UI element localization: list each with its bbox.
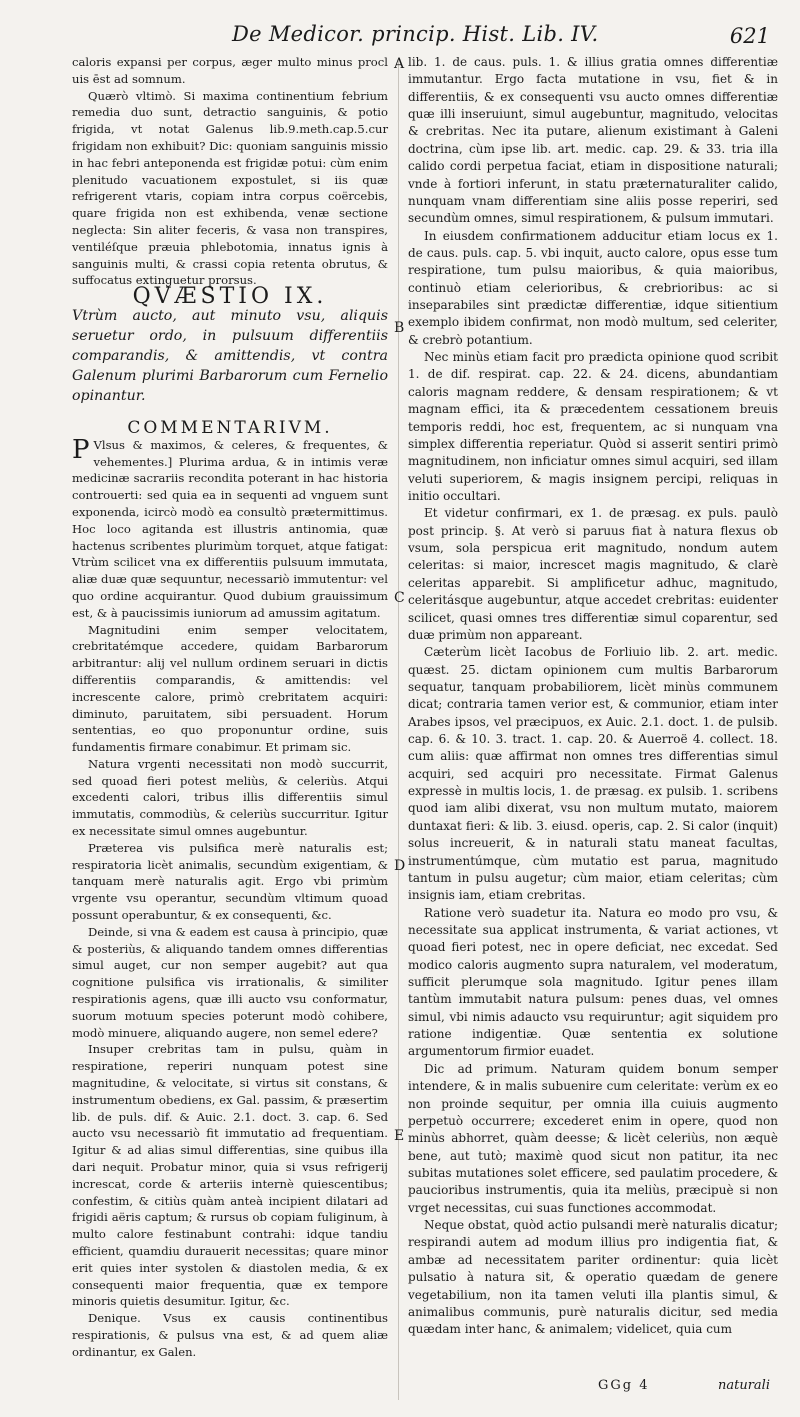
catchword: naturali bbox=[718, 1378, 770, 1393]
quaestio-heading: QVÆSTIO IX. bbox=[132, 284, 328, 310]
paragraph: Insuper crebritas tam in pulsu, quàm in respiratione, reperiri nunquam potest sine magnitudine, & velocitate, si virtus sit constans, & instrumentum obediens, ex Gal. passim, & præsertim lib. de puls. dif. & Auic. 2.1. doct. 3. cap. 6. Sed aucto vsu necessariò fit immutatio ad frequentiam. Igitur & ad alias simul differentias, sine quibus illa dari nequit. Probatur minor, quia si vsus refrigerij increscat, corde & arteriis internè quiescentibus; confestim, & citiùs quàm anteà incipient dilatari ad frigidi aëris captum; & rursus ob copiam fuliginum, à multo calore festinabunt contrahi: idque tandiu efficient, quamdiu durauerit necessitas; quare minor erit quies inter systolen & diastolen media, & ex consequenti maior frequentia, quæ ex tempore minoris quietis desumitur. Igitur, &c. bbox=[72, 1042, 388, 1309]
paragraph: In eiusdem confirmationem adducitur etiam locus ex 1. de caus. puls. cap. 5. vbi inquit, aucto calore, opus esse tum respiratione, tum pulsu maioribus, & quia maioribus, continuò etiam celerioribus, & crebrioribus: ac si inseparabiles sint prædictæ differentiæ, idque sitientium exemplo ibidem confirmat, non modò multum, sed celeriter, & crebrò potantium. bbox=[408, 228, 778, 347]
paragraph: Neque obstat, quòd actio pulsandi merè naturalis dicatur; respirandi autem ad modum illius pro indigentia fiat, & ambæ ad necessitatem pariter ordinentur: quia licèt pulsatio à natura sit, & operatio quædam de genere vegetabilium, non ita tamen veluti illa plantis simul, & animalibus communis, purè naturalis dicitur, sed media quædam inter hanc, & animalem; videlicet, quia cum bbox=[408, 1218, 778, 1337]
paragraph: caloris expansi per corpus, æger multo minus procl uis ēst ad somnum. bbox=[72, 55, 388, 86]
paragraph: Et videtur confirmari, ex 1. de præsag. ex puls. paulò post princip. §. At verò si paruus fiat à natura flexus ob vsum, sola perspicua erit magnitudo, nondum autem celeritas: si maior, increscet magis magnitudo, & clarè celeritas apparebit. Si amplificetur adhuc, magnitudo, celeritásque augebuntur, atque accedet crebritas: euidenter scilicet, quasi omnes tres differentiæ simul coparentur, sed duæ primùm non appareant. bbox=[408, 506, 778, 642]
margin-letter-b: B bbox=[394, 320, 405, 336]
page-number: 621 bbox=[729, 24, 770, 48]
paragraph-text: Vlsus & maximos, & celeres, & frequentes, & vehementes.] Plurima ardua, & in intimis veræ medicinæ sacrariis recondita poterant in hac historia controuerti: sed quia ea in sequenti ad vnguem sunt exponenda, icircò modò ea consultò prætermittimus. Hoc loco agitanda est illustris antinomia, quæ hactenus scribentes plurimùm torquet, atque fatigat: Vtrùm scilicet vna ex differentiis pulsuum immutata, aliæ duæ quæ sequuntur, necessariò immutentur: vel quo ordine acquirantur. Quod dubium grauissimum est, & à paucissimis iuniorum ad amussim agitatum. bbox=[72, 437, 388, 620]
margin-letter-a: A bbox=[394, 56, 405, 72]
left-column bbox=[72, 54, 388, 1361]
paragraph: Denique. Vsus ex causis continentibus respirationis, & pulsus vna est, & ad quem aliæ ordinantur, ex Galen. bbox=[72, 1311, 388, 1359]
paragraph: lib. 1. de caus. puls. 1. & illius gratia omnes differentiæ immutantur. Ergo facta mutatione in vsu, fiet & in differentiis, & ex consequenti vsu aucto omnes differentiæ quæ illi inseruiunt, simul augebuntur, magnitudo, velocitas & crebritas. Nec ita putare, alienum existimant à Galeni doctrina, cùm ipse lib. art. medic. cap. 29. & 33. tria illa calido cordi perpetua faciat, etiam in dispositione naturali; vnde à fortiori inferunt, in statu præternaturaliter calido, nunquam vnam differentiam sine aliis posse reperiri, sed secundùm omnes, simul respirationem, & pulsum immutari. bbox=[408, 55, 778, 226]
paragraph: Dic ad primum. Naturam quidem bonum semper intendere, & in malis subuenire cum celeritate: verùm ex eo non proinde sequitur, per omnia illa cuiuis augmento perpetuò occurrere; excederet enim in opere, quod non minùs abhorret, quàm deesse; & licèt celeriùs, non æquè bene, aut tutò; maximè quod sicut non patitur, ita nec subitas mutationes solet efficere, sed paulatim procedere, & paucioribus instrumentis, quia ita meliùs, præcipuè si non vrget necessitas, cui suas functiones accommodat. bbox=[408, 1061, 778, 1215]
paragraph: Ratione verò suadetur ita. Natura eo modo pro vsu, & necessitate sua applicat instrumenta, & variat actiones, vt quoad fieri potest, nec in opere deficiat, nec excedat. Sed modico caloris augmento supra naturalem, vel moderatum, sufficit plerumque sola magnitudo. Igitur penes illam tantùm immutabit natura pulsum: penes duas, vel omnes simul, vbi nimis adaucto vsu requiruntur; agit siquidem pro ratione indigentiæ. Quæ sententia ex solutione argumentorum firmior euadet. bbox=[408, 905, 778, 1059]
margin-letter-c: C bbox=[394, 590, 405, 606]
right-column bbox=[408, 54, 778, 1339]
paragraph: Nec minùs etiam facit pro prædicta opinione quod scribit 1. de dif. respirat. cap. 22. & 24. dicens, abundantiam caloris magnam reddere, & densam respirationem; & vt magnam effici, ita & præcedentem cessationem breuis temporis reddi, hoc est, frequentem, ac si nunquam vna simplex differentia reperiatur. Quòd si asserit sentiri primò magnitudinem, non inficiatur omnes simul acquiri, sed illam veluti superiorem, & magis insignem percipi, reliquas in initio occultari. bbox=[408, 350, 778, 503]
paragraph: Deinde, si vna & eadem est causa à principio, quæ & posteriùs, & aliquando tandem omnes differentias simul auget, cur non semper augebit? aut qua cognitione pulsifica vis irrationalis, & similiter respirationis agens, quæ illi aucto vsu conformatur, suorum motuum species poterunt modò cohibere, modò minuere, aliquando augere, non semel edere? bbox=[72, 924, 388, 1040]
paragraph: Quærò vltimò. Si maxima continentium febrium remedia duo sunt, detractio sanguinis, & potio frigida, vt notat Galenus lib.9.meth.cap.5.cur frigidam non exhibuit? Dic: quoniam sanguinis missio in hac febri anteponenda est frigidæ potui: cùm enim plenitudo vacuationem expostulet, si iis quæ refrigerent vtaris, copiam intra corpus coërcebis, quare frigida non est exhibenda, venæ sectione neglecta: Sin aliter feceris, & vasa non transpires, ventiléſque præuia phlebotomia, innatus ignis à sanguinis multi, & crassi copia retenta obrutus, & suffocatus extinguetur prorsus. bbox=[72, 88, 388, 288]
drop-cap: P bbox=[72, 434, 90, 465]
question-text: Vtrùm aucto, aut minuto vsu, aliquis seruetur ordo, in pulsuum differentiis comparandis, & amittendis, vt contra Galenum plurimi Barbarorum cum Fernelio opinantur. bbox=[72, 307, 388, 404]
paragraph bbox=[72, 434, 388, 622]
margin-letter-d: D bbox=[394, 858, 406, 874]
paragraph: Præterea vis pulsifica merè naturalis est; respiratoria licèt animalis, secundùm exigentiam, & tanquam merè naturalis agit. Ergo vbi primùm vrgente vsu operantur, secundùm vltimum quoad possunt operabuntur, & ex consequenti, &c. bbox=[72, 840, 388, 923]
commentarium-heading: COMMENTARIVM. bbox=[127, 417, 333, 438]
column-divider bbox=[398, 60, 399, 1400]
paragraph: Cæterùm licèt Iacobus de Forliuio lib. 2. art. medic. quæst. 25. dictam opinionem cum multis Barbarorum sequatur, tanquam probabiliorem, licèt minùs communem dicat; contraria tamen verior est, & communior, etiam inter Arabes ipsos, vel præcipuos, ex Auic. 2.1. doct. 1. de pulsib. cap. 6. & 10. 3. tract. 1. cap. 20. & Auerroë 4. collect. 18. cum aliis: quæ affirmat non omnes tres differentias simul acquiri, sed acquiri pro necessitate. Firmat Galenus expressè in multis locis, 1. de præsag. ex pulsib. 1. scribens quod iam alibi dixerat, vsu non multum mutato, maiorem duntaxat fieri: & lib. 3. eiusd. operis, cap. 2. Si calor (inquit) solus increuerit, & in naturali statu maneat facultas, instrumentúmque, cùm mutatio est parua, magnitudo tantum in pulsu augetur; cùm maior, etiam celeritas; cùm insignis iam, etiam crebritas. bbox=[408, 645, 778, 903]
margin-letter-e: E bbox=[394, 1128, 405, 1144]
running-title: De Medicor. princip. Hist. Lib. IV. bbox=[232, 22, 599, 46]
signature-mark: GGg 4 bbox=[598, 1378, 650, 1393]
paragraph: Natura vrgenti necessitati non modò succurrit, sed quoad fieri potest meliùs, & celeriùs. Atqui excedenti calori, tribus illis differentiis simul immutatis, commodiùs, & celeriùs succurritur. Igitur ex necessitate simul omnes augebuntur. bbox=[72, 756, 388, 839]
paragraph: Magnitudini enim semper velocitatem, crebritatémque accedere, quidam Barbarorum arbitrantur: alij vel nullum ordinem seruari in dictis differentiis comparandis, & amittendis: vel increscente calore, primò crebritatem acquiri: diminuto, paruitatem, sibi persuadent. Horum sententias, eo quo proponuntur ordine, suis fundamentis firmare conabimur. Et primam sic. bbox=[72, 622, 388, 755]
page-header bbox=[0, 18, 800, 58]
